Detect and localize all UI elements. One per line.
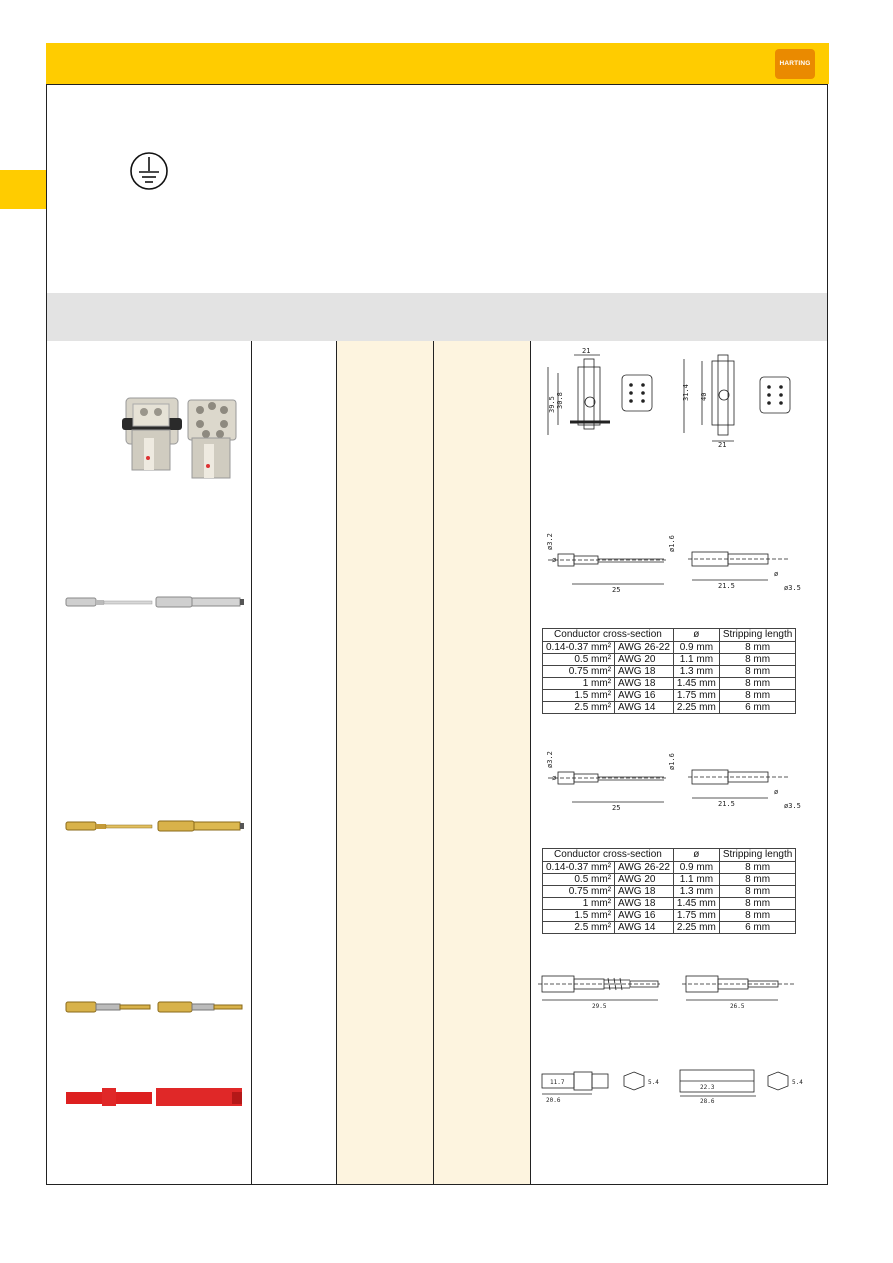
table-row [543, 678, 796, 690]
gold-contacts-photo [64, 818, 246, 834]
contact-dimension-drawing-1 [538, 532, 822, 594]
contact-dimension-drawing-2 [538, 750, 822, 812]
table-cell: 1.3 mm [673, 666, 719, 678]
table-cell: 1.1 mm [673, 874, 719, 886]
dim-label: ø3.5 [784, 584, 801, 592]
column-shaded-1 [337, 341, 433, 1184]
table-header: Stripping length [719, 629, 796, 642]
dim-label: ø1.6 [668, 753, 676, 770]
table-row [543, 898, 796, 910]
column-divider [336, 341, 337, 1184]
table-cell: 0.5 mm² [543, 654, 615, 666]
coax-contact-dimension-drawing [534, 966, 818, 1012]
table-cell: AWG 20 [615, 654, 674, 666]
dim-label: 39.5 [548, 396, 556, 413]
table-cell: 8 mm [719, 874, 796, 886]
table-cell: 8 mm [719, 862, 796, 874]
dim-label: ø [774, 788, 779, 796]
table-row [543, 654, 796, 666]
dim-label: 28.6 [700, 1098, 715, 1105]
section-tab [0, 170, 46, 209]
dim-label: 30.8 [556, 392, 564, 409]
table-cell: 8 mm [719, 642, 796, 654]
table-cell: 6 mm [719, 702, 796, 714]
table-header: ø [673, 629, 719, 642]
protective-earth-icon [128, 151, 173, 191]
header-band [46, 43, 829, 84]
dim-label: 21.5 [718, 800, 735, 808]
table-cell: 0.75 mm² [543, 666, 615, 678]
table-cell: 8 mm [719, 666, 796, 678]
table-cell: AWG 18 [615, 666, 674, 678]
table-cell: 8 mm [719, 910, 796, 922]
dim-label: ø [552, 774, 557, 782]
dim-label: 26.5 [730, 1003, 745, 1010]
table-cell: AWG 26-22 [615, 642, 674, 654]
silver-contacts-photo [64, 594, 246, 610]
table-cell: AWG 18 [615, 678, 674, 690]
table-row [543, 666, 796, 678]
table-cell: AWG 16 [615, 690, 674, 702]
table-cell: AWG 20 [615, 874, 674, 886]
table-cell: AWG 18 [615, 898, 674, 910]
column-divider [433, 341, 434, 1184]
table-cell: 2.25 mm [673, 702, 719, 714]
conductor-table-2 [542, 848, 796, 934]
table-header: Conductor cross-section [543, 849, 674, 862]
table-cell: AWG 16 [615, 910, 674, 922]
table-cell: AWG 18 [615, 886, 674, 898]
table-row [543, 702, 796, 714]
table-header: ø [673, 849, 719, 862]
table-cell: 1.75 mm [673, 910, 719, 922]
dim-label: 29.5 [592, 1003, 607, 1010]
table-cell: 1.5 mm² [543, 910, 615, 922]
table-cell: 1 mm² [543, 898, 615, 910]
table-cell: 8 mm [719, 898, 796, 910]
dim-label: 21 [582, 347, 591, 355]
dim-label: 31.4 [682, 384, 690, 401]
table-row [543, 690, 796, 702]
dim-label: 21.5 [718, 582, 735, 590]
dim-label: ø1.6 [668, 535, 676, 552]
table-cell: 8 mm [719, 678, 796, 690]
coax-contacts-photo [64, 999, 246, 1015]
dim-label: 25 [612, 586, 621, 594]
table-cell: 2.5 mm² [543, 922, 615, 934]
dim-label: ø3.5 [784, 802, 801, 810]
dim-label: 40 [700, 392, 708, 401]
harting-logo: HARTING [775, 49, 815, 79]
table-cell: AWG 14 [615, 702, 674, 714]
table-cell: 0.9 mm [673, 862, 719, 874]
table-cell: 0.14-0.37 mm² [543, 862, 615, 874]
table-cell: 1.45 mm [673, 678, 719, 690]
housing-dimension-drawing [538, 347, 822, 447]
dim-label: 25 [612, 804, 621, 812]
table-row [543, 874, 796, 886]
table-cell: 1.5 mm² [543, 690, 615, 702]
table-cell: 1.75 mm [673, 690, 719, 702]
table-header: Stripping length [719, 849, 796, 862]
table-cell: 8 mm [719, 690, 796, 702]
dim-label: ø3.2 [546, 751, 554, 768]
dim-label: ø [774, 570, 779, 578]
coding-pin-dimension-drawing [534, 1062, 818, 1106]
table-row [543, 910, 796, 922]
column-divider [530, 341, 531, 1184]
table-cell: 0.5 mm² [543, 874, 615, 886]
table-row [543, 862, 796, 874]
table-cell: AWG 14 [615, 922, 674, 934]
column-divider [251, 341, 252, 1184]
dim-label: 21 [718, 441, 727, 447]
coding-pins-photo [64, 1086, 246, 1108]
table-row [543, 922, 796, 934]
column-shaded-2 [434, 341, 530, 1184]
table-cell: 1.1 mm [673, 654, 719, 666]
conductor-table-1 [542, 628, 796, 714]
dim-label: 5.4 [792, 1079, 803, 1086]
table-cell: 0.75 mm² [543, 886, 615, 898]
table-row [543, 642, 796, 654]
dim-label: 22.3 [700, 1084, 715, 1091]
connector-insert-photo [108, 378, 243, 488]
table-cell: 1.3 mm [673, 886, 719, 898]
table-cell: 2.5 mm² [543, 702, 615, 714]
table-cell: 0.9 mm [673, 642, 719, 654]
dim-label: ø3.2 [546, 533, 554, 550]
table-cell: 1.45 mm [673, 898, 719, 910]
table-cell: AWG 26-22 [615, 862, 674, 874]
dim-label: 5.4 [648, 1079, 659, 1086]
table-header: Conductor cross-section [543, 629, 674, 642]
table-cell: 8 mm [719, 886, 796, 898]
dim-label: 11.7 [550, 1079, 565, 1086]
table-cell: 1 mm² [543, 678, 615, 690]
table-cell: 6 mm [719, 922, 796, 934]
table-header-band [47, 293, 827, 341]
table-cell: 2.25 mm [673, 922, 719, 934]
table-cell: 8 mm [719, 654, 796, 666]
table-cell: 0.14-0.37 mm² [543, 642, 615, 654]
dim-label: ø [552, 556, 557, 564]
table-row [543, 886, 796, 898]
dim-label: 20.6 [546, 1097, 561, 1104]
